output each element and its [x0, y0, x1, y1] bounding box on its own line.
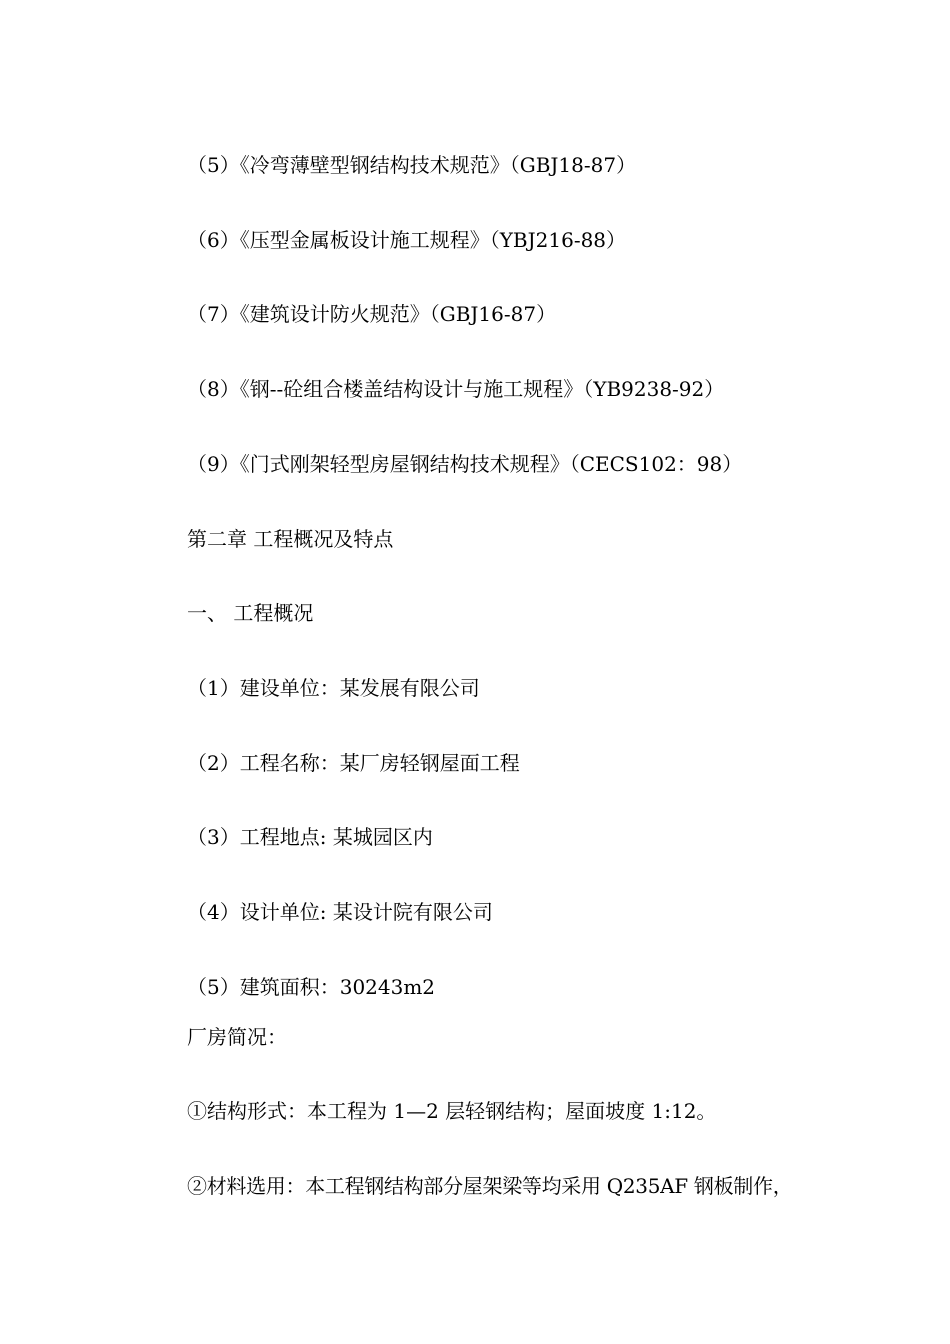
spec-item-5: （5）《冷弯薄壁型钢结构技术规范》（GBJ18-87）: [187, 153, 637, 177]
spec-item-6: （6）《压型金属板设计施工规程》（YBJ216-88）: [187, 228, 627, 252]
section-heading: 一、 工程概况: [187, 601, 314, 625]
spec-item-8: （8）《钢--砼组合楼盖结构设计与施工规程》（YB9238-92）: [187, 377, 725, 401]
chapter-heading: 第二章 工程概况及特点: [187, 527, 394, 551]
overview-item-1: （1）建设单位：某发展有限公司: [187, 676, 480, 700]
factory-detail-1: ①结构形式：本工程为 1—2 层轻钢结构；屋面坡度 1:12。: [187, 1099, 717, 1123]
overview-item-5: （5）建筑面积：30243m2: [187, 975, 436, 999]
factory-detail-2: ②材料选用：本工程钢结构部分屋架梁等均采用 Q235AF 钢板制作，: [187, 1174, 793, 1198]
spec-item-7: （7）《建筑设计防火规范》（GBJ16-87）: [187, 302, 557, 326]
overview-item-3: （3）工程地点: 某城园区内: [187, 825, 433, 849]
factory-summary-label: 厂房简况：: [187, 1025, 287, 1049]
overview-item-4: （4）设计单位: 某设计院有限公司: [187, 900, 493, 924]
overview-item-2: （2）工程名称：某厂房轻钢屋面工程: [187, 751, 520, 775]
spec-item-9: （9）《门式刚架轻型房屋钢结构技术规程》（CECS102：98）: [187, 452, 743, 476]
